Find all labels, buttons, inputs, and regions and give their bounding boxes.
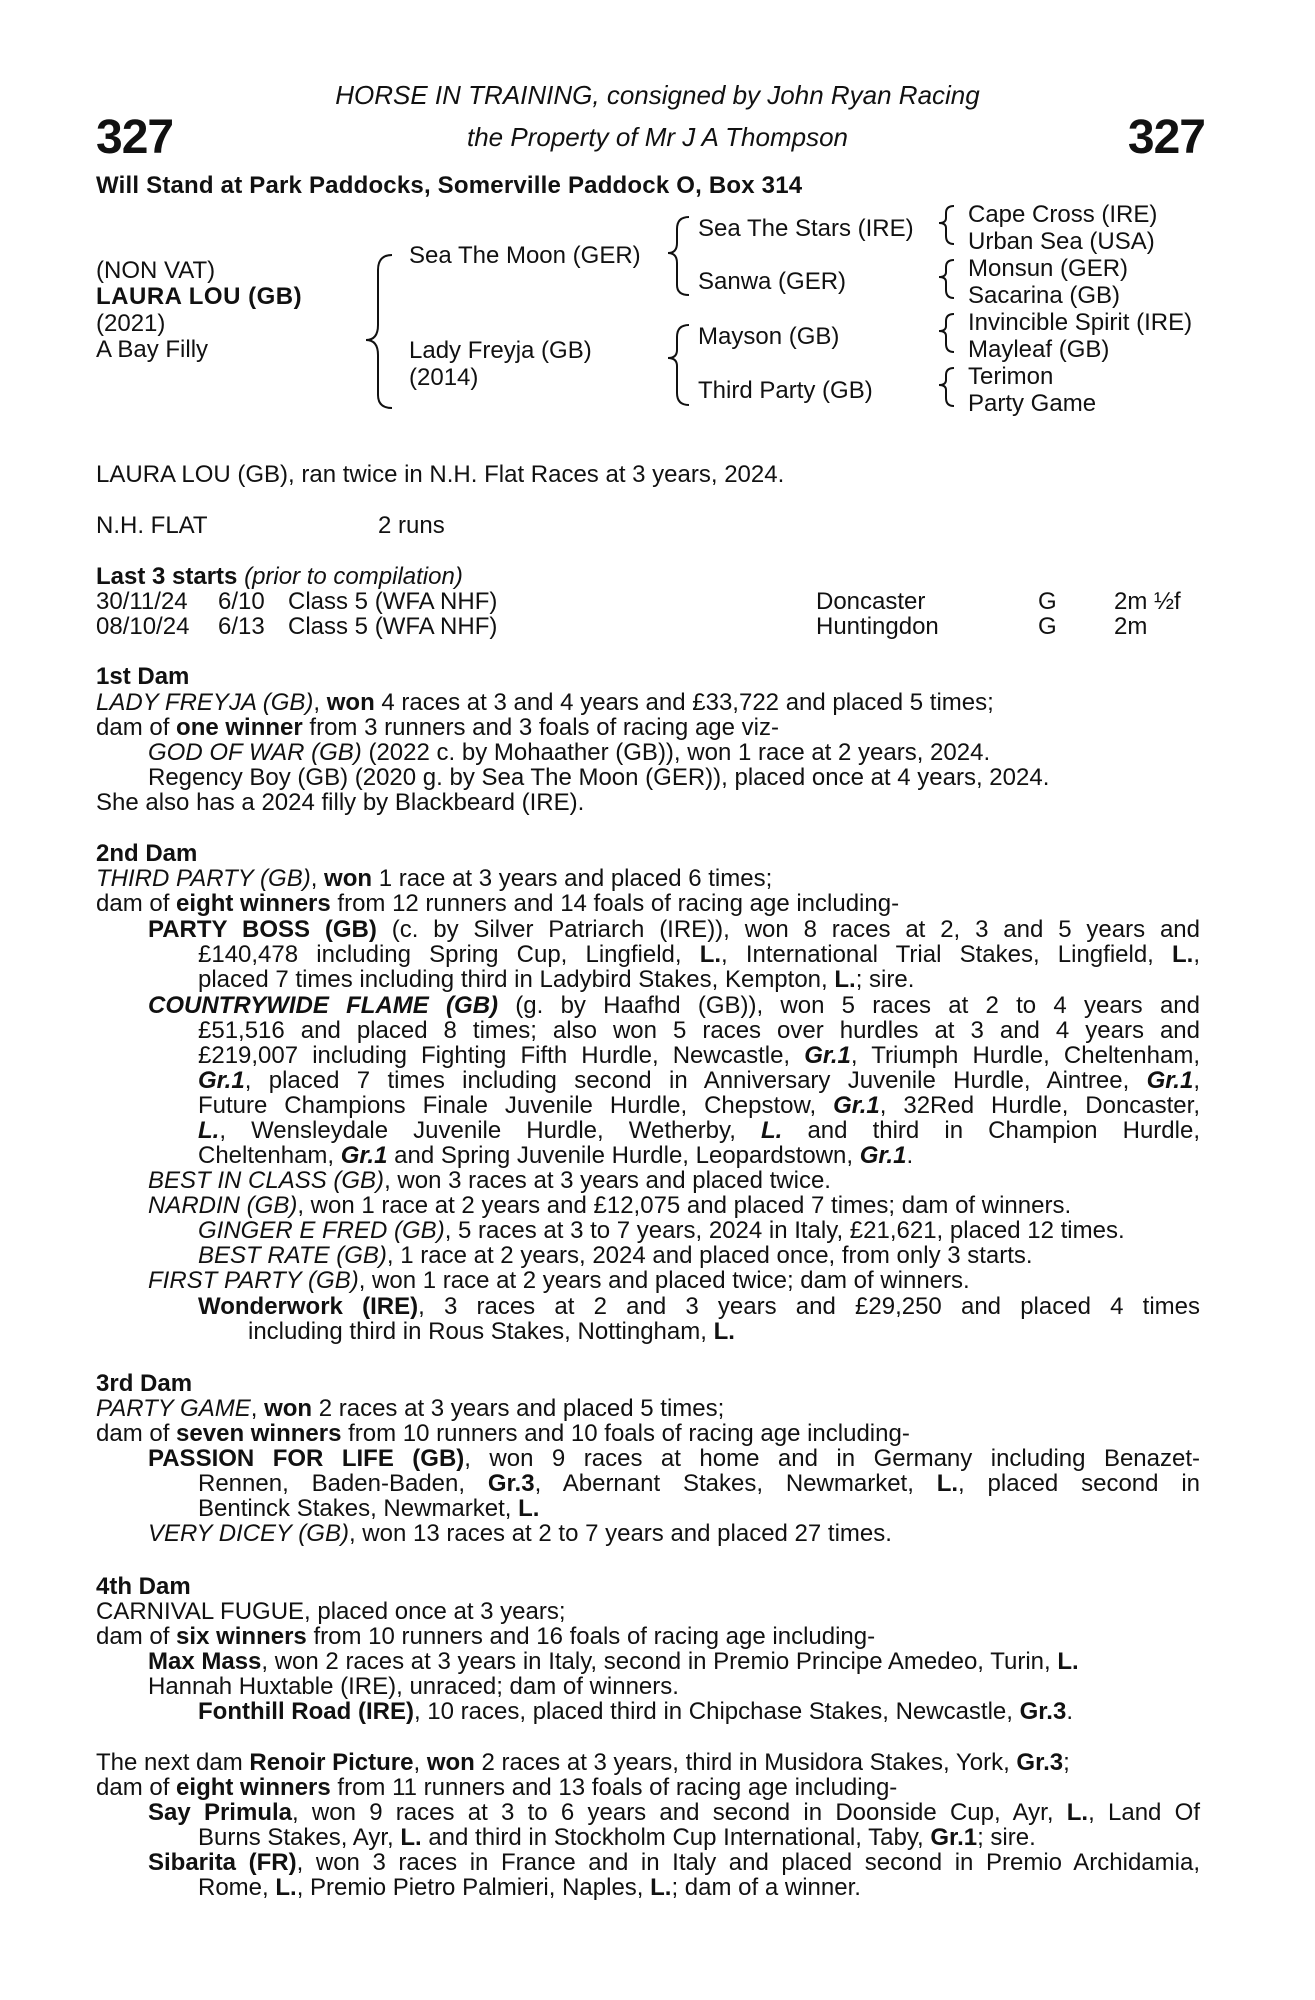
start-position: 6/13: [218, 613, 265, 640]
countrywide-flame-line-3: £219,007 including Fighting Fifth Hurdle, Newcastle, Gr.1, Triumph Hurdle, Cheltenham,: [198, 1042, 1200, 1069]
say-primula-line-2: Burns Stakes, Ayr, L. and third in Stockholm Cup International, Taby, Gr.1; sire.: [198, 1824, 1036, 1851]
lot-number-left: 327: [96, 111, 174, 164]
second-dam-heading: 2nd Dam: [96, 840, 198, 867]
property-line: the Property of Mr J A Thompson: [467, 122, 848, 152]
last-starts-title: Last 3 starts: [96, 563, 238, 590]
countrywide-flame-line-6: L., Wensleydale Juvenile Hurdle, Wetherby, L. and third in Champion Hurdle,: [198, 1117, 1200, 1144]
last-starts-note: (prior to compilation): [244, 563, 463, 590]
party-boss-line-3: placed 7 times including third in Ladybird Stakes, Kempton, L.; sire.: [198, 966, 915, 993]
best-rate-line: BEST RATE (GB), 1 race at 2 years, 2024 and placed once, from only 3 starts.: [198, 1242, 1033, 1269]
second-dam-line-2: dam of eight winners from 12 runners and 14 foals of racing age including-: [96, 890, 900, 917]
dam-year: (2014): [409, 364, 479, 391]
start-going: G: [1038, 613, 1057, 640]
vat-status: (NON VAT): [96, 257, 216, 284]
first-dam-produce-2: Regency Boy (GB) (2020 g. by Sea The Moon (GER)), placed once at 4 years, 2024.: [148, 764, 1050, 791]
countrywide-flame-line-2: £51,516 and placed 8 times; also won 5 races over hurdles at 3 and 4 years and: [198, 1017, 1200, 1044]
passion-for-life-line-3: Bentinck Stakes, Newmarket, L.: [198, 1495, 540, 1522]
race-summary: LAURA LOU (GB), ran twice in N.H. Flat Races at 3 years, 2024.: [96, 461, 785, 488]
last-starts-heading: [96, 564, 463, 590]
record-label: N.H. FLAT: [96, 512, 208, 539]
passion-for-life-line-2: Rennen, Baden-Baden, Gr.3, Abernant Stakes, Newmarket, L., placed second in: [198, 1470, 1201, 1497]
dam-dam: Third Party (GB): [698, 377, 873, 404]
first-dam-heading: 1st Dam: [96, 663, 190, 690]
first-dam-note: She also has a 2024 filly by Blackbeard (IRE).: [96, 789, 585, 816]
sire: Sea The Moon (GER): [409, 242, 641, 269]
sibarita-line-2: Rome, L., Premio Pietro Palmieri, Naples, L.; dam of a winner.: [198, 1874, 861, 1901]
sire-dam: Sanwa (GER): [698, 268, 847, 295]
second-dam-line-1: THIRD PARTY (GB), won 1 race at 3 years and placed 6 times;: [96, 865, 773, 892]
stand-location: Will Stand at Park Paddocks, Somerville Paddock O, Box 314: [96, 172, 803, 199]
ancestor-3: Monsun (GER): [968, 255, 1129, 282]
very-dicey-line: VERY DICEY (GB), won 13 races at 2 to 7 years and placed 27 times.: [148, 1520, 892, 1547]
start-distance: 2m ½f: [1114, 588, 1181, 615]
dam: Lady Freyja (GB): [409, 337, 592, 364]
ancestor-7: Terimon: [968, 363, 1054, 390]
countrywide-flame-line-1: COUNTRYWIDE FLAME (GB) (g. by Haafhd (GB)), won 5 races at 2 to 4 years and: [148, 992, 1200, 1019]
horse-year: (2021): [96, 310, 166, 337]
sibarita-line-1: Sibarita (FR), won 3 races in France and in Italy and placed second in Premio Archidamia,: [148, 1849, 1200, 1876]
first-dam-produce-1: GOD OF WAR (GB) (2022 c. by Mohaather (GB)), won 1 race at 2 years, 2024.: [148, 739, 991, 766]
fourth-dam-line-1: CARNIVAL FUGUE, placed once at 3 years;: [96, 1598, 566, 1625]
ancestor-1: Cape Cross (IRE): [968, 201, 1158, 228]
fourth-dam-heading: 4th Dam: [96, 1573, 191, 1600]
hannah-huxtable-line: Hannah Huxtable (IRE), unraced; dam of winners.: [148, 1673, 679, 1700]
start-date: 30/11/24: [96, 588, 188, 615]
table-row: [0, 614, 1315, 640]
horse-description: A Bay Filly: [96, 336, 209, 363]
third-dam-line-1: PARTY GAME, won 2 races at 3 years and placed 5 times;: [96, 1395, 725, 1422]
start-going: G: [1038, 588, 1057, 615]
third-dam-line-2: dam of seven winners from 10 runners and 10 foals of racing age including-: [96, 1420, 910, 1447]
dam-sire: Mayson (GB): [698, 323, 840, 350]
consignment-line: HORSE IN TRAINING, consigned by John Ryan Racing: [335, 80, 980, 110]
max-mass-line: Max Mass, won 2 races at 3 years in Italy, second in Premio Principe Amedeo, Turin, L.: [148, 1648, 1079, 1675]
ancestor-5: Invincible Spirit (IRE): [968, 309, 1193, 336]
start-race: Class 5 (WFA NHF): [288, 588, 498, 615]
fonthill-road-line: Fonthill Road (IRE), 10 races, placed third in Chipchase Stakes, Newcastle, Gr.3.: [198, 1698, 1073, 1725]
party-boss-line-2: £140,478 including Spring Cup, Lingfield, L., International Trial Stakes, Lingfield, L.,: [198, 941, 1200, 968]
ginger-e-fred-line: GINGER E FRED (GB), 5 races at 3 to 7 years, 2024 in Italy, £21,621, placed 12 times.: [198, 1217, 1125, 1244]
table-row: [0, 589, 1315, 615]
start-distance: 2m: [1114, 613, 1148, 640]
first-dam-line-1: LADY FREYJA (GB), won 4 races at 3 and 4 years and £33,722 and placed 5 times;: [96, 689, 994, 716]
ancestor-6: Mayleaf (GB): [968, 336, 1110, 363]
wonderwork-line-1: Wonderwork (IRE), 3 races at 2 and 3 years and £29,250 and placed 4 times: [198, 1293, 1201, 1320]
ancestor-4: Sacarina (GB): [968, 282, 1121, 309]
next-dam-line-1: The next dam Renoir Picture, won 2 races at 3 years, third in Musidora Stakes, York, Gr.3;: [96, 1749, 1070, 1776]
next-dam-line-2: dam of eight winners from 11 runners and 13 foals of racing age including-: [96, 1774, 898, 1801]
start-course: Doncaster: [816, 588, 926, 615]
first-party-line: FIRST PARTY (GB), won 1 race at 2 years and placed twice; dam of winners.: [148, 1267, 970, 1294]
sire-sire: Sea The Stars (IRE): [698, 215, 914, 242]
ancestor-2: Urban Sea (USA): [968, 228, 1155, 255]
countrywide-flame-line-5: Future Champions Finale Juvenile Hurdle, Chepstow, Gr.1, 32Red Hurdle, Doncaster,: [198, 1092, 1200, 1119]
third-dam-heading: 3rd Dam: [96, 1370, 193, 1397]
start-course: Huntingdon: [816, 613, 939, 640]
party-boss-line-1: PARTY BOSS (GB) (c. by Silver Patriarch (IRE)), won 8 races at 2, 3 and 5 years and: [148, 916, 1200, 943]
say-primula-line-1: Say Primula, won 9 races at 3 to 6 years and second in Doonside Cup, Ayr, L., Land Of: [148, 1799, 1200, 1826]
countrywide-flame-line-4: Gr.1, placed 7 times including second in Anniversary Juvenile Hurdle, Aintree, Gr.1,: [198, 1067, 1200, 1094]
countrywide-flame-line-7: Cheltenham, Gr.1 and Spring Juvenile Hurdle, Leopardstown, Gr.1.: [198, 1142, 914, 1169]
horse-name: LAURA LOU (GB): [96, 283, 303, 310]
record-value: 2 runs: [378, 512, 445, 539]
lot-number-right: 327: [1127, 111, 1205, 164]
ancestor-8: Party Game: [968, 390, 1097, 417]
fourth-dam-line-2: dam of six winners from 10 runners and 16 foals of racing age including-: [96, 1623, 876, 1650]
start-date: 08/10/24: [96, 613, 190, 640]
first-dam-line-2: dam of one winner from 3 runners and 3 foals of racing age viz-: [96, 714, 779, 741]
best-in-class-line: BEST IN CLASS (GB), won 3 races at 3 years and placed twice.: [148, 1167, 831, 1194]
nardin-line: NARDIN (GB), won 1 race at 2 years and £12,075 and placed 7 times; dam of winners.: [148, 1192, 1072, 1219]
passion-for-life-line-1: PASSION FOR LIFE (GB), won 9 races at home and in Germany including Benazet-: [148, 1445, 1200, 1472]
start-race: Class 5 (WFA NHF): [288, 613, 498, 640]
start-position: 6/10: [218, 588, 265, 615]
wonderwork-line-2: including third in Rous Stakes, Nottingham, L.: [248, 1318, 735, 1345]
